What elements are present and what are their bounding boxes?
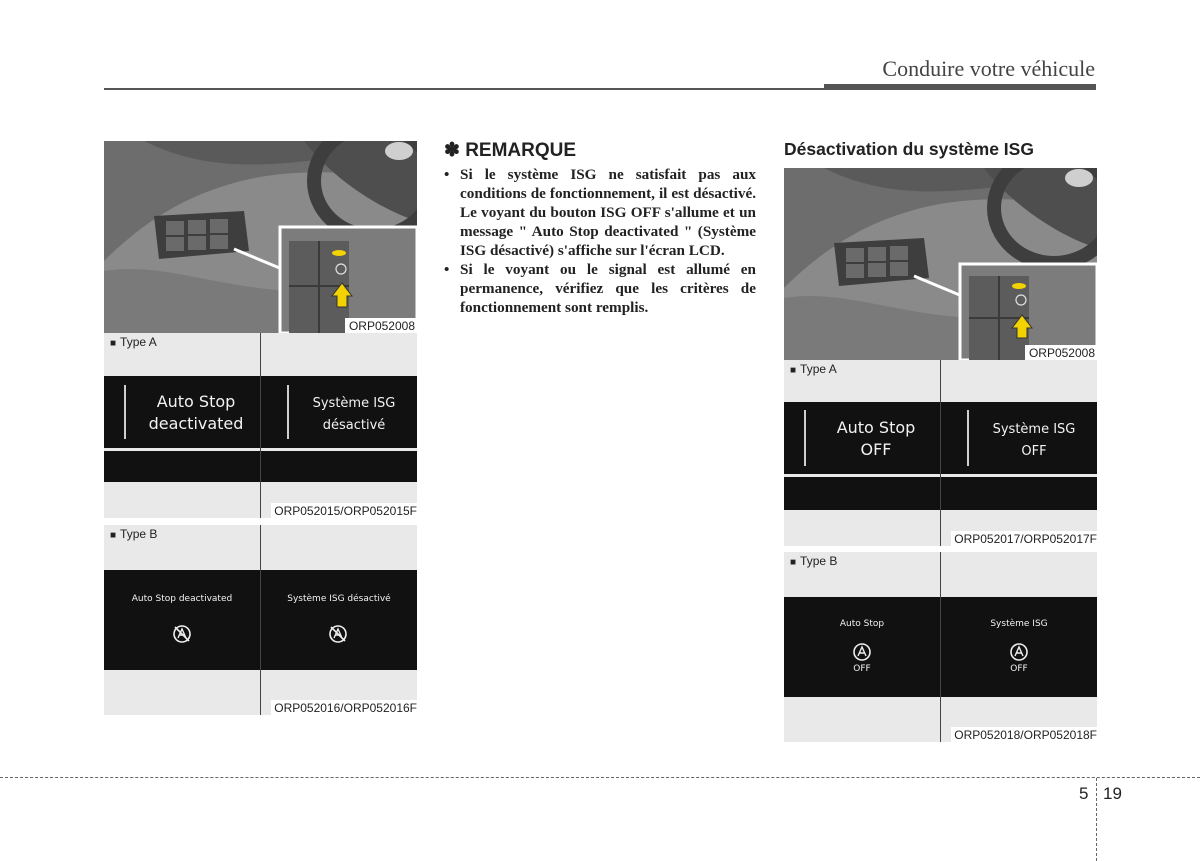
- auto-stop-crossed-icon: [171, 623, 193, 645]
- auto-stop-crossed-icon: [327, 623, 349, 645]
- auto-stop-a-icon: [1008, 641, 1030, 663]
- page-number: 19: [1103, 784, 1122, 803]
- dashboard-illustration: [104, 141, 417, 333]
- asterisk-icon: ✽: [444, 140, 460, 161]
- black-square-icon: ■: [790, 557, 797, 568]
- footer-rule: [0, 777, 1200, 778]
- type-a-label: ■ Type A: [790, 362, 837, 376]
- type-a-panel-right: [784, 360, 1097, 546]
- section-heading: Désactivation du système ISG: [784, 139, 1034, 159]
- dashboard-photo-right: [784, 168, 1097, 360]
- figure-reference-code: ORP052017/ORP052017F: [951, 531, 1097, 546]
- panel-divider: [260, 333, 261, 518]
- bullet-icon: •: [444, 261, 450, 278]
- remarque-title: ✽ REMARQUE: [444, 140, 577, 161]
- dashboard-illustration: [784, 168, 1097, 360]
- bullet-icon: •: [444, 166, 450, 183]
- list-item: • Si le voyant ou le signal est allumé en permanence, vérifiez que les critères de fonctionnement sont remplis.: [444, 261, 756, 316]
- remarque-list: [444, 165, 756, 317]
- dashboard-photo-left: [104, 141, 417, 333]
- figure-reference-code: ORP052018/ORP052018F: [951, 727, 1097, 742]
- type-b-label: ■ Type B: [790, 554, 838, 568]
- header-rule: [104, 88, 824, 90]
- type-b-panel-left: [104, 525, 417, 715]
- figure-reference-code: ORP052015/ORP052015F: [271, 503, 417, 518]
- lcd-message-english: Auto Stop: [839, 619, 885, 629]
- auto-stop-a-icon: [851, 641, 873, 663]
- lcd-message-english: Auto Stop deactivated: [148, 392, 244, 433]
- type-a-label: ■ Type A: [110, 335, 157, 349]
- lcd-separator: [287, 385, 289, 439]
- photo-reference-code: ORP052008: [345, 318, 417, 333]
- panel-divider: [940, 360, 941, 546]
- lcd-separator: [967, 410, 969, 466]
- photo-reference-code: ORP052008: [1025, 345, 1097, 360]
- type-b-panel-right: [784, 552, 1097, 742]
- footer-page-divider: [1096, 778, 1097, 861]
- off-label: OFF: [853, 664, 871, 674]
- header-rule-accent: [824, 84, 1096, 90]
- chapter-number: 5: [1079, 784, 1089, 803]
- black-square-icon: ■: [110, 530, 117, 541]
- lcd-message-english: Auto Stop deactivated: [131, 594, 233, 604]
- off-label: OFF: [1010, 664, 1028, 674]
- lcd-message-french: Système ISG désactivé: [312, 396, 396, 433]
- lcd-separator: [124, 385, 126, 439]
- lcd-message-french: Système ISG: [990, 619, 1048, 629]
- type-a-panel-left: [104, 333, 417, 518]
- section-title: Conduire votre véhicule: [882, 56, 1095, 81]
- panel-divider: [260, 525, 261, 715]
- lcd-message-french: Système ISG désactivé: [287, 594, 391, 604]
- panel-divider: [940, 552, 941, 742]
- list-item: • Si le système ISG ne satisfait pas aux conditions de fonctionnement, il est désactivé. Le voyant du bouton ISG OFF s'allume et un message " Auto Stop deactivated " (Système ISG désactivé) s'affiche sur l'écran LCD.: [444, 166, 756, 259]
- lcd-message-english: Auto Stop OFF: [836, 418, 916, 459]
- black-square-icon: ■: [790, 365, 797, 376]
- figure-reference-code: ORP052016/ORP052016F: [271, 700, 417, 715]
- lcd-message-french: Système ISG OFF: [992, 422, 1076, 459]
- type-b-label: ■ Type B: [110, 527, 158, 541]
- lcd-separator: [804, 410, 806, 466]
- black-square-icon: ■: [110, 338, 117, 349]
